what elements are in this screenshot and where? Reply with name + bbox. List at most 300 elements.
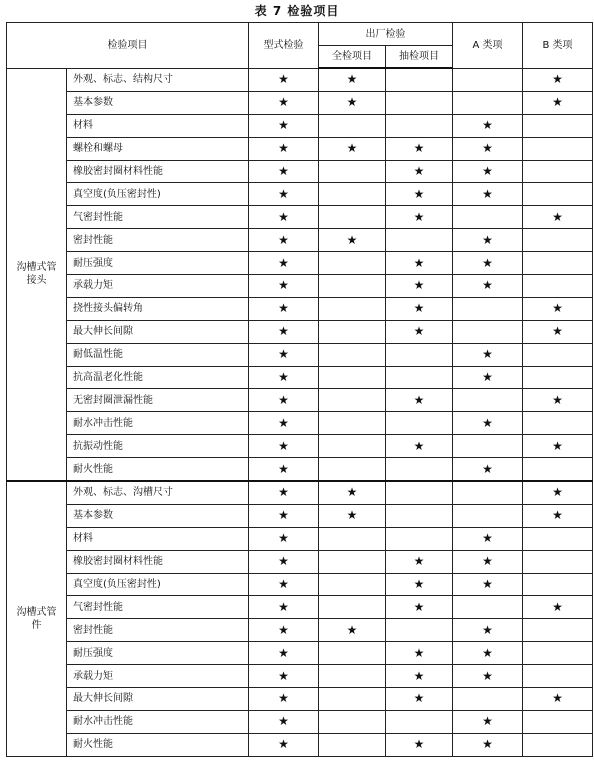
star-icon: ★ <box>482 141 493 156</box>
star-icon: ★ <box>278 461 289 476</box>
mark-cell <box>249 435 319 458</box>
inspection-table <box>6 22 593 757</box>
star-icon: ★ <box>278 278 289 293</box>
mark-cell <box>523 504 593 527</box>
mark-cell <box>453 389 523 412</box>
mark-cell <box>386 68 453 91</box>
mark-cell <box>249 412 319 435</box>
star-icon: ★ <box>278 508 289 523</box>
item-name: 挠性接头偏转角 <box>67 297 249 320</box>
star-icon: ★ <box>278 95 289 110</box>
star-icon: ★ <box>278 164 289 178</box>
table-row <box>7 688 593 711</box>
header-sample-check: 抽检项目 <box>386 46 453 69</box>
mark-cell <box>386 688 453 711</box>
mark-cell <box>523 229 593 252</box>
mark-cell <box>453 114 523 137</box>
mark-cell <box>319 389 386 412</box>
mark-cell <box>523 619 593 642</box>
table-row <box>7 665 593 688</box>
mark-cell <box>386 733 453 756</box>
mark-cell <box>386 160 453 183</box>
mark-cell <box>249 252 319 275</box>
mark-cell <box>453 183 523 206</box>
mark-cell <box>386 206 453 229</box>
mark-cell <box>386 619 453 642</box>
mark-cell <box>249 160 319 183</box>
star-icon: ★ <box>346 141 358 156</box>
item-name: 耐压强度 <box>67 642 249 665</box>
mark-cell <box>319 596 386 619</box>
mark-cell <box>249 504 319 527</box>
mark-cell <box>523 412 593 435</box>
star-icon: ★ <box>482 255 493 270</box>
mark-cell <box>249 573 319 596</box>
mark-cell <box>249 91 319 114</box>
star-icon: ★ <box>413 255 425 270</box>
mark-cell <box>523 297 593 320</box>
star-icon: ★ <box>278 118 289 133</box>
item-name: 气密封性能 <box>67 596 249 619</box>
mark-cell <box>453 527 523 550</box>
star-icon: ★ <box>278 531 289 546</box>
mark-cell <box>523 320 593 343</box>
table-row <box>7 137 593 160</box>
header-class-b: B 类项 <box>523 23 593 69</box>
star-icon: ★ <box>413 691 425 706</box>
mark-cell <box>249 550 319 573</box>
star-icon: ★ <box>413 164 425 178</box>
mark-cell <box>249 297 319 320</box>
star-icon: ★ <box>482 347 493 362</box>
mark-cell <box>319 206 386 229</box>
mark-cell <box>523 114 593 137</box>
item-name: 耐水冲击性能 <box>67 710 249 733</box>
star-icon: ★ <box>413 438 425 453</box>
header-factory-test: 出厂检验 <box>319 23 453 46</box>
mark-cell <box>249 710 319 733</box>
mark-cell <box>319 412 386 435</box>
item-name: 最大伸长间隙 <box>67 320 249 343</box>
table-row <box>7 343 593 366</box>
table-row <box>7 573 593 596</box>
mark-cell <box>249 481 319 504</box>
star-icon: ★ <box>278 599 289 614</box>
star-icon: ★ <box>482 370 493 385</box>
table-row <box>7 458 593 481</box>
table-row <box>7 366 593 389</box>
mark-cell <box>249 733 319 756</box>
star-icon: ★ <box>482 461 493 476</box>
mark-cell <box>523 642 593 665</box>
star-icon: ★ <box>482 232 493 247</box>
mark-cell <box>523 275 593 298</box>
mark-cell <box>453 550 523 573</box>
star-icon: ★ <box>278 622 289 637</box>
item-name: 抗高温老化性能 <box>67 366 249 389</box>
star-icon: ★ <box>346 72 358 87</box>
mark-cell <box>249 68 319 91</box>
star-icon: ★ <box>278 186 289 201</box>
mark-cell <box>386 297 453 320</box>
star-icon: ★ <box>552 392 563 407</box>
mark-cell <box>319 275 386 298</box>
item-name: 橡胶密封圈材料性能 <box>67 160 249 183</box>
mark-cell <box>319 733 386 756</box>
mark-cell <box>453 665 523 688</box>
table-row <box>7 206 593 229</box>
star-icon: ★ <box>482 554 493 569</box>
mark-cell <box>386 275 453 298</box>
mark-cell <box>319 160 386 183</box>
table-row <box>7 504 593 527</box>
item-name: 气密封性能 <box>67 206 249 229</box>
mark-cell <box>523 481 593 504</box>
item-name: 外观、标志、沟槽尺寸 <box>67 481 249 504</box>
table-row <box>7 619 593 642</box>
mark-cell <box>386 412 453 435</box>
table-row <box>7 710 593 733</box>
table-row <box>7 435 593 458</box>
star-icon: ★ <box>552 301 563 316</box>
item-name: 真空度(负压密封性) <box>67 573 249 596</box>
star-icon: ★ <box>552 599 563 614</box>
star-icon: ★ <box>482 714 493 729</box>
mark-cell <box>453 252 523 275</box>
mark-cell <box>453 137 523 160</box>
mark-cell <box>249 527 319 550</box>
star-icon: ★ <box>278 415 289 430</box>
table-row <box>7 114 593 137</box>
star-icon: ★ <box>413 737 425 752</box>
star-icon: ★ <box>482 278 493 293</box>
mark-cell <box>523 688 593 711</box>
mark-cell <box>523 252 593 275</box>
table-row <box>7 91 593 114</box>
mark-cell <box>523 389 593 412</box>
item-name: 耐水冲击性能 <box>67 412 249 435</box>
mark-cell <box>249 343 319 366</box>
star-icon: ★ <box>413 186 425 201</box>
mark-cell <box>386 481 453 504</box>
item-name: 耐低温性能 <box>67 343 249 366</box>
mark-cell <box>319 619 386 642</box>
star-icon: ★ <box>552 438 563 453</box>
mark-cell <box>523 710 593 733</box>
star-icon: ★ <box>413 668 425 683</box>
mark-cell <box>319 481 386 504</box>
star-icon: ★ <box>482 531 493 546</box>
mark-cell <box>523 206 593 229</box>
mark-cell <box>249 183 319 206</box>
item-name: 耐压强度 <box>67 252 249 275</box>
mark-cell <box>386 229 453 252</box>
item-name: 承载力矩 <box>67 275 249 298</box>
item-name: 抗振动性能 <box>67 435 249 458</box>
star-icon: ★ <box>482 737 493 752</box>
mark-cell <box>523 550 593 573</box>
header-inspection-item: 检验项目 <box>7 23 249 69</box>
star-icon: ★ <box>482 415 493 430</box>
mark-cell <box>386 527 453 550</box>
item-name: 承载力矩 <box>67 665 249 688</box>
star-icon: ★ <box>552 324 563 339</box>
star-icon: ★ <box>346 485 358 500</box>
mark-cell <box>386 252 453 275</box>
star-icon: ★ <box>278 392 289 407</box>
mark-cell <box>249 137 319 160</box>
star-icon: ★ <box>278 737 289 752</box>
star-icon: ★ <box>482 668 493 683</box>
mark-cell <box>249 665 319 688</box>
mark-cell <box>386 435 453 458</box>
mark-cell <box>523 160 593 183</box>
mark-cell <box>523 458 593 481</box>
star-icon: ★ <box>278 255 289 270</box>
star-icon: ★ <box>413 301 425 316</box>
star-icon: ★ <box>413 141 425 156</box>
item-name: 材料 <box>67 114 249 137</box>
mark-cell <box>453 481 523 504</box>
mark-cell <box>523 665 593 688</box>
table-row <box>7 481 593 504</box>
header-type-test: 型式检验 <box>249 23 319 69</box>
header-full-check: 全检项目 <box>319 46 386 69</box>
star-icon: ★ <box>482 645 493 660</box>
mark-cell <box>523 343 593 366</box>
mark-cell <box>319 366 386 389</box>
mark-cell <box>386 504 453 527</box>
item-name: 基本参数 <box>67 504 249 527</box>
mark-cell <box>319 68 386 91</box>
mark-cell <box>453 688 523 711</box>
star-icon: ★ <box>482 186 493 201</box>
mark-cell <box>249 320 319 343</box>
table-row <box>7 68 593 91</box>
table-row <box>7 412 593 435</box>
mark-cell <box>319 504 386 527</box>
item-name: 耐火性能 <box>67 733 249 756</box>
mark-cell <box>319 642 386 665</box>
group-label: 沟槽式管件 <box>7 481 67 756</box>
table-title: 表 7 检验项目 <box>254 4 340 18</box>
mark-cell <box>523 91 593 114</box>
mark-cell <box>453 733 523 756</box>
mark-cell <box>319 183 386 206</box>
mark-cell <box>523 527 593 550</box>
mark-cell <box>319 114 386 137</box>
mark-cell <box>386 137 453 160</box>
star-icon: ★ <box>278 370 289 385</box>
mark-cell <box>453 435 523 458</box>
mark-cell <box>453 366 523 389</box>
star-icon: ★ <box>482 622 493 637</box>
mark-cell <box>453 642 523 665</box>
mark-cell <box>523 596 593 619</box>
mark-cell <box>249 275 319 298</box>
star-icon: ★ <box>278 485 289 500</box>
star-icon: ★ <box>413 392 425 407</box>
mark-cell <box>453 343 523 366</box>
mark-cell <box>453 619 523 642</box>
table-row <box>7 183 593 206</box>
star-icon: ★ <box>278 209 289 224</box>
star-icon: ★ <box>278 347 289 362</box>
mark-cell <box>319 527 386 550</box>
mark-cell <box>386 710 453 733</box>
star-icon: ★ <box>413 278 425 293</box>
mark-cell <box>523 733 593 756</box>
item-name: 外观、标志、结构尺寸 <box>67 68 249 91</box>
star-icon: ★ <box>413 577 425 592</box>
mark-cell <box>453 206 523 229</box>
mark-cell <box>249 596 319 619</box>
star-icon: ★ <box>278 141 289 156</box>
star-icon: ★ <box>552 508 563 523</box>
mark-cell <box>249 114 319 137</box>
mark-cell <box>319 435 386 458</box>
star-icon: ★ <box>278 691 289 706</box>
mark-cell <box>319 688 386 711</box>
item-name: 橡胶密封圈材料性能 <box>67 550 249 573</box>
item-name: 材料 <box>67 527 249 550</box>
mark-cell <box>249 458 319 481</box>
table-row <box>7 229 593 252</box>
star-icon: ★ <box>278 438 289 453</box>
table-row <box>7 275 593 298</box>
star-icon: ★ <box>552 95 563 110</box>
table-body <box>7 68 593 756</box>
mark-cell <box>453 710 523 733</box>
table-row <box>7 527 593 550</box>
star-icon: ★ <box>552 209 563 224</box>
star-icon: ★ <box>413 554 425 569</box>
item-name: 密封性能 <box>67 619 249 642</box>
table-row <box>7 389 593 412</box>
mark-cell <box>523 183 593 206</box>
star-icon: ★ <box>278 72 289 87</box>
mark-cell <box>453 91 523 114</box>
mark-cell <box>453 229 523 252</box>
star-icon: ★ <box>482 577 493 592</box>
star-icon: ★ <box>413 209 425 224</box>
mark-cell <box>453 596 523 619</box>
table-row <box>7 550 593 573</box>
mark-cell <box>453 275 523 298</box>
mark-cell <box>319 137 386 160</box>
mark-cell <box>523 68 593 91</box>
table-row <box>7 320 593 343</box>
table-row <box>7 160 593 183</box>
header-class-a: A 类项 <box>453 23 523 69</box>
star-icon: ★ <box>278 301 289 316</box>
mark-cell <box>523 366 593 389</box>
mark-cell <box>319 252 386 275</box>
mark-cell <box>319 573 386 596</box>
mark-cell <box>523 573 593 596</box>
mark-cell <box>453 160 523 183</box>
mark-cell <box>386 114 453 137</box>
mark-cell <box>453 412 523 435</box>
mark-cell <box>249 619 319 642</box>
mark-cell <box>386 665 453 688</box>
star-icon: ★ <box>278 324 289 339</box>
star-icon: ★ <box>346 95 358 110</box>
mark-cell <box>453 504 523 527</box>
mark-cell <box>249 229 319 252</box>
mark-cell <box>319 665 386 688</box>
mark-cell <box>319 550 386 573</box>
table-row <box>7 733 593 756</box>
mark-cell <box>319 91 386 114</box>
group-label: 沟槽式管接头 <box>7 68 67 481</box>
mark-cell <box>453 320 523 343</box>
star-icon: ★ <box>278 668 289 683</box>
item-name: 螺栓和螺母 <box>67 137 249 160</box>
mark-cell <box>523 435 593 458</box>
mark-cell <box>453 573 523 596</box>
mark-cell <box>453 458 523 481</box>
mark-cell <box>386 642 453 665</box>
star-icon: ★ <box>278 577 289 592</box>
mark-cell <box>319 297 386 320</box>
star-icon: ★ <box>413 645 425 660</box>
mark-cell <box>249 642 319 665</box>
star-icon: ★ <box>552 691 563 706</box>
item-name: 真空度(负压密封性) <box>67 183 249 206</box>
table-row <box>7 252 593 275</box>
star-icon: ★ <box>552 72 563 87</box>
mark-cell <box>386 573 453 596</box>
item-name: 最大伸长间隙 <box>67 688 249 711</box>
mark-cell <box>523 137 593 160</box>
mark-cell <box>386 458 453 481</box>
table-row <box>7 297 593 320</box>
item-name: 基本参数 <box>67 91 249 114</box>
item-name: 无密封圈泄漏性能 <box>67 389 249 412</box>
star-icon: ★ <box>346 232 358 247</box>
mark-cell <box>319 343 386 366</box>
star-icon: ★ <box>413 599 425 614</box>
mark-cell <box>249 206 319 229</box>
mark-cell <box>319 320 386 343</box>
mark-cell <box>386 343 453 366</box>
mark-cell <box>453 68 523 91</box>
star-icon: ★ <box>482 118 493 133</box>
mark-cell <box>386 389 453 412</box>
mark-cell <box>319 229 386 252</box>
star-icon: ★ <box>346 622 358 637</box>
mark-cell <box>386 183 453 206</box>
star-icon: ★ <box>413 324 425 339</box>
mark-cell <box>386 320 453 343</box>
mark-cell <box>249 366 319 389</box>
star-icon: ★ <box>552 485 563 500</box>
star-icon: ★ <box>482 164 493 178</box>
mark-cell <box>319 710 386 733</box>
item-name: 密封性能 <box>67 229 249 252</box>
star-icon: ★ <box>278 714 289 729</box>
mark-cell <box>386 366 453 389</box>
star-icon: ★ <box>278 645 289 660</box>
mark-cell <box>386 596 453 619</box>
mark-cell <box>249 389 319 412</box>
star-icon: ★ <box>278 232 289 247</box>
item-name: 耐火性能 <box>67 458 249 481</box>
mark-cell <box>319 458 386 481</box>
mark-cell <box>386 550 453 573</box>
mark-cell <box>386 91 453 114</box>
